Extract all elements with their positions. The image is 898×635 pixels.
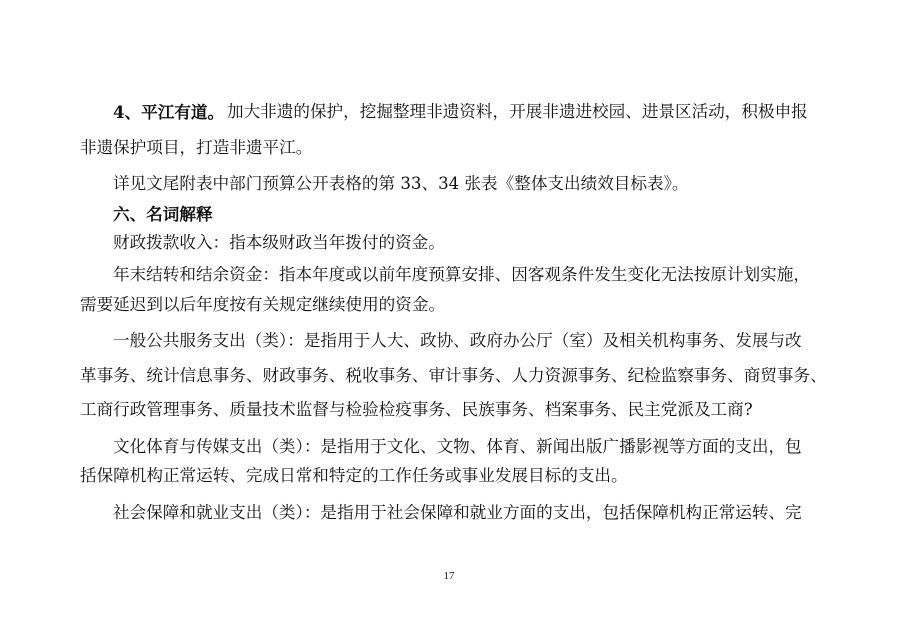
bold-heading: 4、平江有道。 bbox=[113, 102, 225, 122]
line-text: 年末结转和结余资金：指本年度或以前年度预算安排、因客观条件发生变化无法按原计划实施， bbox=[113, 265, 810, 284]
line-text: 工商行政管理事务、质量技术监督与检验检疫事务、民族事务、档案事务、民主党派及工商? bbox=[80, 400, 753, 419]
line-text: 社会保障和就业支出（类）：是指用于社会保障和就业方面的支出，包括保障机构正常运转、完 bbox=[113, 503, 802, 522]
section-title: 六、名词解释 bbox=[113, 204, 213, 224]
line-text: 括保障机构正常运转、完成日常和特定的工作任务或事业发展目标的支出。 bbox=[80, 466, 628, 485]
page-number: 17 bbox=[443, 570, 455, 582]
line-text: 详见文尾附表中部门预算公开表格的第 33、34 张表《整体支出绩效目标表》。 bbox=[113, 174, 689, 193]
line-text: 需要延迟到以后年度按有关规定继续使用的资金。 bbox=[80, 295, 446, 314]
line-text: 一般公共服务支出（类）：是指用于人大、政协、政府办公厅（室）及相关机构事务、发展与改 bbox=[113, 331, 802, 350]
line-text: 革事务、统计信息事务、财政事务、税收事务、审计事务、人力资源事务、纪检监察事务、商贸事务、 bbox=[80, 366, 827, 385]
line-text: 文化体育与传媒支出（类）：是指用于文化、文物、体育、新闻出版广播影视等方面的支出，包 bbox=[113, 437, 802, 456]
line-text: 非遗保护项目，打造非遗平江。 bbox=[80, 138, 313, 157]
line-text: 财政拨款收入：指本级财政当年拨付的资金。 bbox=[113, 233, 445, 252]
line-text: 加大非遗的保护，挖掘整理非遗资料，开展非遗进校园、进景区活动，积极申报 bbox=[227, 102, 808, 121]
